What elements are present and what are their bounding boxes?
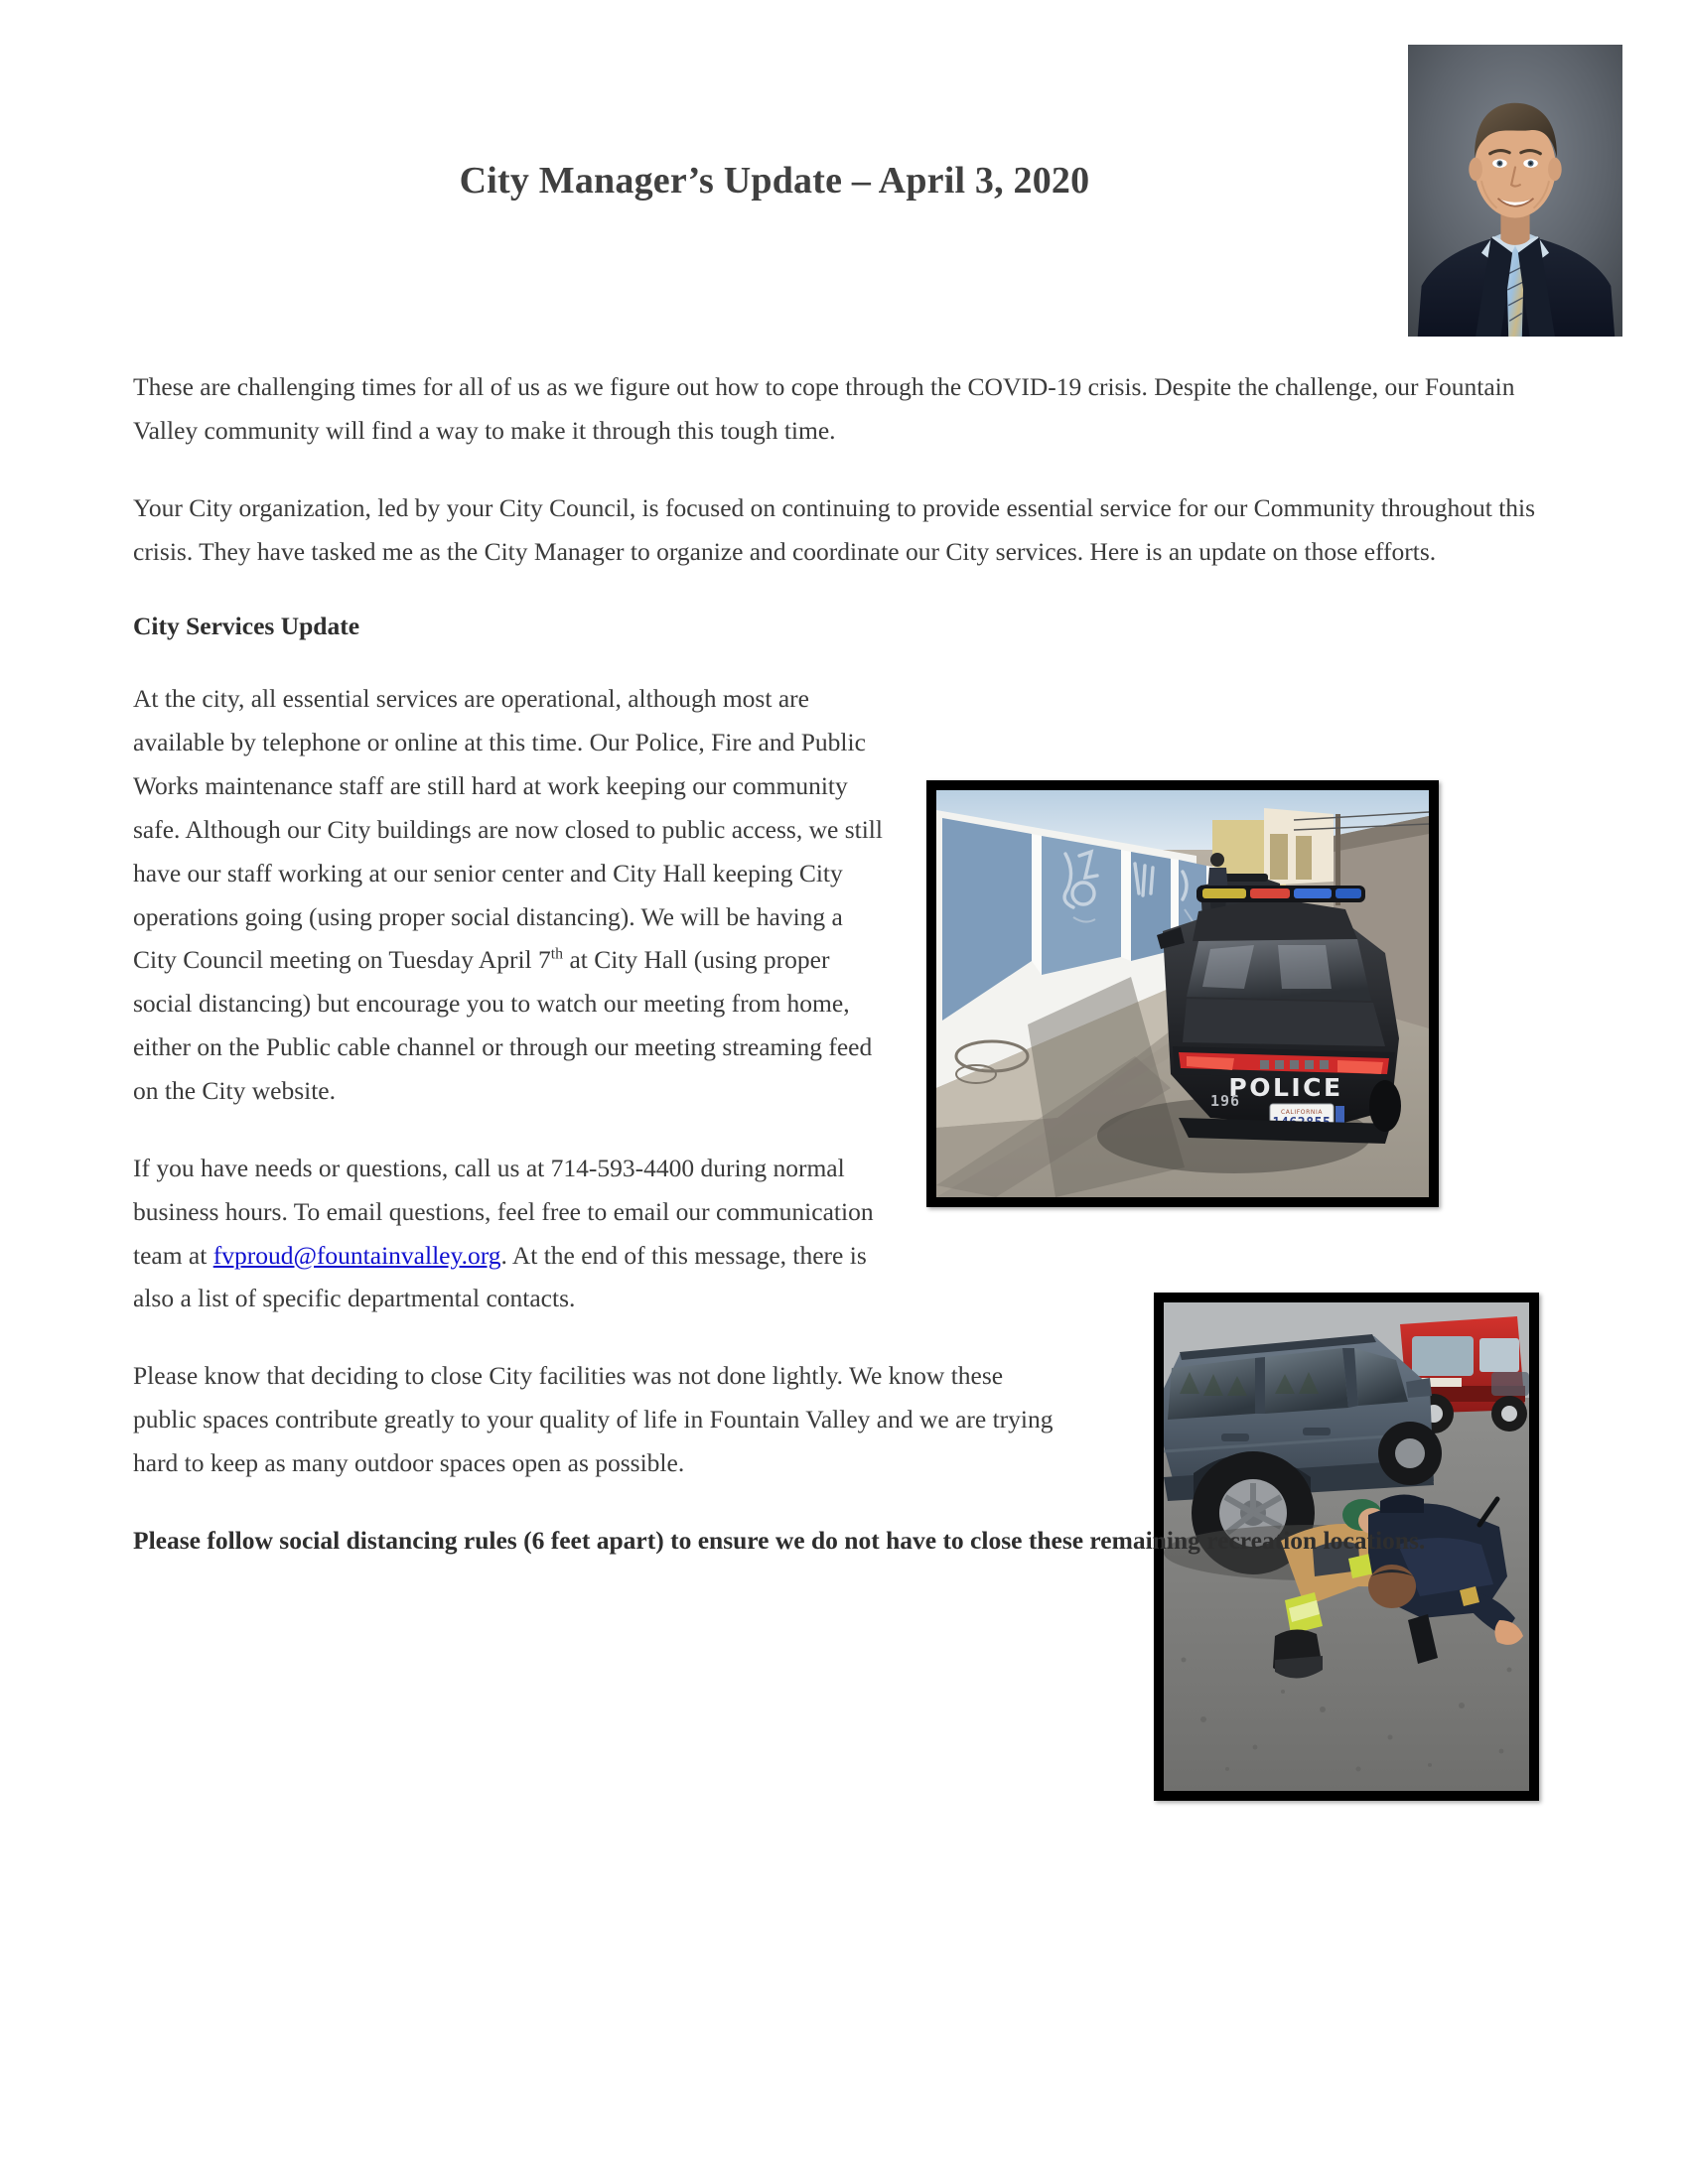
document-body	[133, 365, 1543, 1563]
ordinal-suffix: th	[550, 945, 564, 963]
heading-city-services-update: City Services Update	[133, 612, 360, 641]
services-text-before-superscript: At the city, all essential services are operational, although most are available by telephone or online at this time. Our Police, Fire and Public Works maintenance staff are still hard at work keeping our community safe. Although our City buildings are now closed to public access, we still have our staff working at our senior center and City Hall keeping City operations going (using proper social distancing). We will be having a City Council meeting on Tuesday April 7	[133, 684, 883, 975]
contact-text-before-link: If you have needs or questions, call us at 714-593-4400 during normal business hours. To email questions, feel free to email our communication team at	[133, 1153, 874, 1270]
paragraph-intro: These are challenging times for all of us as we figure out how to cope through the COVID-19 crisis. Despite the challenge, our Fountain Valley community will find a way to make it through this tough time.	[133, 372, 1515, 445]
paragraph-facilities: Please know that deciding to close City facilities was not done lightly. We know these public spaces contribute greatly to your quality of life in Fountain Valley and we are trying hard to keep as many outdoor spaces open as possible.	[133, 1361, 1054, 1477]
email-link[interactable]: fvproud@fountainvalley.org	[212, 1240, 501, 1270]
paragraph-organization: Your City organization, led by your City Council, is focused on continuing to provide essential service for our Community throughout this crisis. They have tasked me as the City Manager to organize and coordinate our City services. Here is an update on those efforts.	[133, 492, 1536, 566]
paragraph-social-distancing-notice: Please follow social distancing rules (6 feet apart) to ensure we do not have to close these remaining recreation locations.	[133, 1525, 1426, 1555]
svg-text:CALIFORNIA: CALIFORNIA	[1280, 1109, 1324, 1116]
contact-text-after-link: . At the end of this message, there is also a list of specific departmental contacts.	[133, 1240, 867, 1313]
svg-text:POLICE: POLICE	[1228, 1073, 1343, 1102]
paragraph-services-detail	[133, 677, 888, 1113]
services-text-after-superscript: at City Hall (using proper social distancing) but encourage you to watch our meeting from home, either on the Public cable channel or through our meeting streaming feed on the City website.	[133, 945, 873, 1105]
paragraph-contact	[133, 1147, 888, 1320]
svg-text:196: 196	[1210, 1092, 1241, 1110]
page-title: City Manager’s Update – April 3, 2020	[459, 160, 1090, 202]
